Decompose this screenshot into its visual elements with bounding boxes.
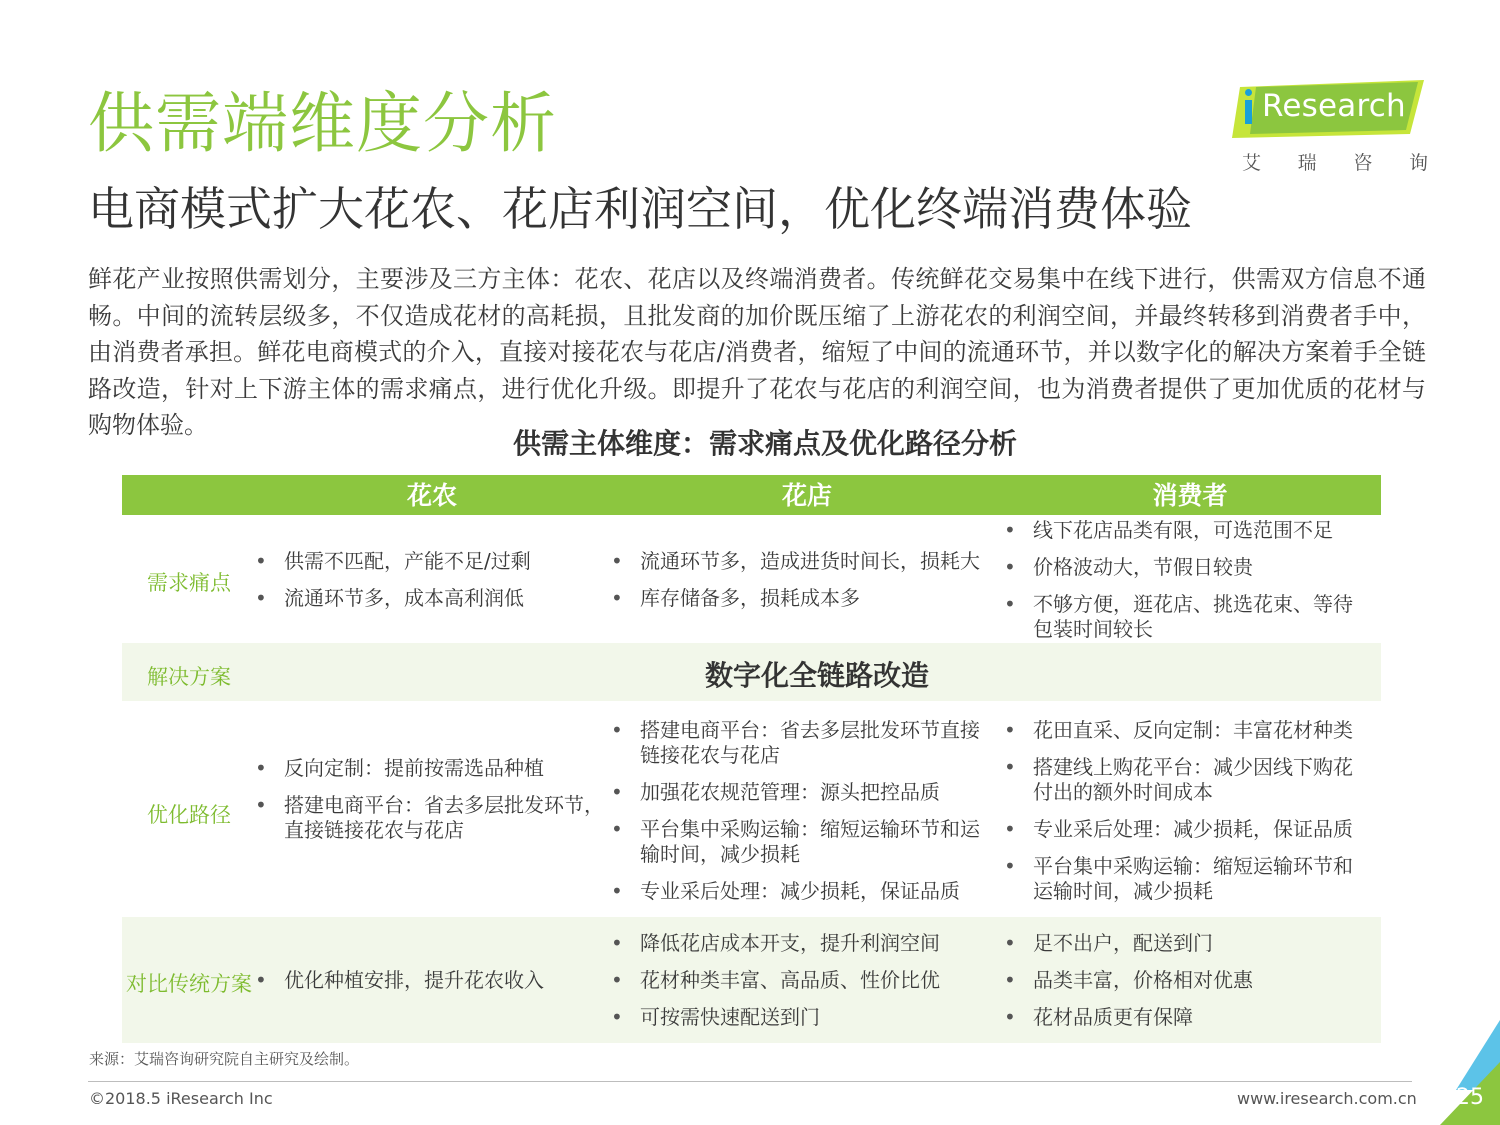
list-item: • 专业采后处理：减少损耗，保证品质 bbox=[1002, 817, 1372, 842]
table-title: 供需主体维度：需求痛点及优化路径分析 bbox=[512, 427, 1017, 460]
footer-divider bbox=[88, 1081, 1412, 1082]
page-title: 供需端维度分析 bbox=[88, 85, 557, 162]
list-item: • 流通环节多，成本高利润低 bbox=[253, 586, 613, 611]
cell-shop-compare bbox=[609, 931, 999, 1030]
row-label-comparison: 对比传统方案 bbox=[126, 972, 252, 996]
table-header-row bbox=[122, 475, 1381, 515]
source-note: 来源：艾瑞咨询研究院自主研究及绘制。 bbox=[89, 1050, 360, 1068]
cell-consumer-path bbox=[1002, 718, 1372, 904]
list-item: • 不够方便，逛花店、挑选花束、等待包装时间较长 bbox=[1002, 592, 1372, 642]
list-item: • 花材品质更有保障 bbox=[1002, 1005, 1372, 1030]
row-label-optimization-path: 优化路径 bbox=[147, 803, 231, 827]
cell-shop-pain bbox=[609, 549, 999, 611]
list-item: • 降低花店成本开支，提升利润空间 bbox=[609, 931, 999, 956]
column-header-farmer: 花农 bbox=[406, 481, 457, 510]
list-item: • 反向定制：提前按需选品种植 bbox=[253, 756, 613, 781]
cell-farmer-pain bbox=[253, 549, 613, 611]
cell-consumer-compare bbox=[1002, 931, 1372, 1030]
logo-char: 询 bbox=[1408, 152, 1428, 174]
list-item: • 搭建线上购花平台：减少因线下购花付出的额外时间成本 bbox=[1002, 755, 1372, 805]
list-item: • 品类丰富，价格相对优惠 bbox=[1002, 968, 1372, 993]
list-item: • 可按需快速配送到门 bbox=[609, 1005, 999, 1030]
logo-char: 艾 bbox=[1242, 152, 1262, 174]
list-item: • 线下花店品类有限，可选范围不足 bbox=[1002, 518, 1372, 543]
iresearch-logo bbox=[1232, 78, 1428, 174]
row-label-solution: 解决方案 bbox=[147, 665, 231, 689]
table-row-optimization-path bbox=[122, 701, 1381, 917]
column-header-consumer: 消费者 bbox=[1152, 481, 1228, 510]
logo-i-dot bbox=[1245, 89, 1252, 96]
cell-shop-path bbox=[609, 718, 999, 904]
logo-i-stem bbox=[1245, 100, 1252, 124]
page-number: 25 bbox=[1456, 1085, 1484, 1110]
row-label-pain-points: 需求痛点 bbox=[147, 571, 231, 595]
page-subtitle: 电商模式扩大花农、花店利润空间，优化终端消费体验 bbox=[88, 182, 1192, 236]
cell-farmer-compare bbox=[253, 968, 613, 993]
list-item: • 优化种植安排，提升花农收入 bbox=[253, 968, 613, 993]
logo-chinese-name bbox=[1242, 148, 1428, 175]
solution-text: 数字化全链路改造 bbox=[704, 659, 929, 692]
cell-farmer-path bbox=[253, 756, 613, 843]
list-item: • 搭建电商平台：省去多层批发环节，直接链接花农与花店 bbox=[253, 793, 613, 843]
table-row-pain-points bbox=[122, 515, 1381, 643]
cell-consumer-pain bbox=[1002, 518, 1372, 642]
list-item: • 库存储备多，损耗成本多 bbox=[609, 586, 999, 611]
list-item: • 供需不匹配，产能不足/过剩 bbox=[253, 549, 613, 574]
table-row-solution bbox=[122, 643, 1381, 701]
intro-paragraph: 鲜花产业按照供需划分，主要涉及三方主体：花农、花店以及终端消费者。传统鲜花交易集中在线下进行，供需双方信息不通畅。中间的流转层级多，不仅造成花材的高耗损，且批发商的加价既压缩了上游花农的利润空间，并最终转移到消费者手中，由消费者承担。鲜花电商模式的介入，直接对接花农与花店/消费者，缩短了中间的流通环节，并以数字化的解决方案着手全链路改造，针对上下游主体的需求痛点，进行优化升级。即提升了花农与花店的利润空间，也为消费者提供了更加优质的花材与购物体验。 bbox=[88, 265, 1426, 439]
comparison-table bbox=[122, 475, 1381, 1043]
website-link[interactable]: www.iresearch.com.cn bbox=[1237, 1089, 1417, 1108]
logo-char: 瑞 bbox=[1297, 152, 1317, 174]
list-item: • 足不出户，配送到门 bbox=[1002, 931, 1372, 956]
list-item: • 专业采后处理：减少损耗，保证品质 bbox=[609, 879, 999, 904]
list-item: • 花材种类丰富、高品质、性价比优 bbox=[609, 968, 999, 993]
list-item: • 平台集中采购运输：缩短运输环节和运输时间，减少损耗 bbox=[1002, 854, 1372, 904]
list-item: • 价格波动大，节假日较贵 bbox=[1002, 555, 1372, 580]
table-row-comparison bbox=[122, 917, 1381, 1043]
list-item: • 搭建电商平台：省去多层批发环节直接链接花农与花店 bbox=[609, 718, 999, 768]
list-item: • 流通环节多，造成进货时间长，损耗大 bbox=[609, 549, 999, 574]
list-item: • 花田直采、反向定制：丰富花材种类 bbox=[1002, 718, 1372, 743]
logo-wordmark: Research bbox=[1262, 88, 1406, 124]
column-header-shop: 花店 bbox=[781, 481, 832, 510]
list-item: • 加强花农规范管理：源头把控品质 bbox=[609, 780, 999, 805]
list-item: • 平台集中采购运输：缩短运输环节和运输时间，减少损耗 bbox=[609, 817, 999, 867]
copyright-text: ©2018.5 iResearch Inc bbox=[89, 1089, 273, 1108]
logo-char: 咨 bbox=[1353, 152, 1373, 174]
